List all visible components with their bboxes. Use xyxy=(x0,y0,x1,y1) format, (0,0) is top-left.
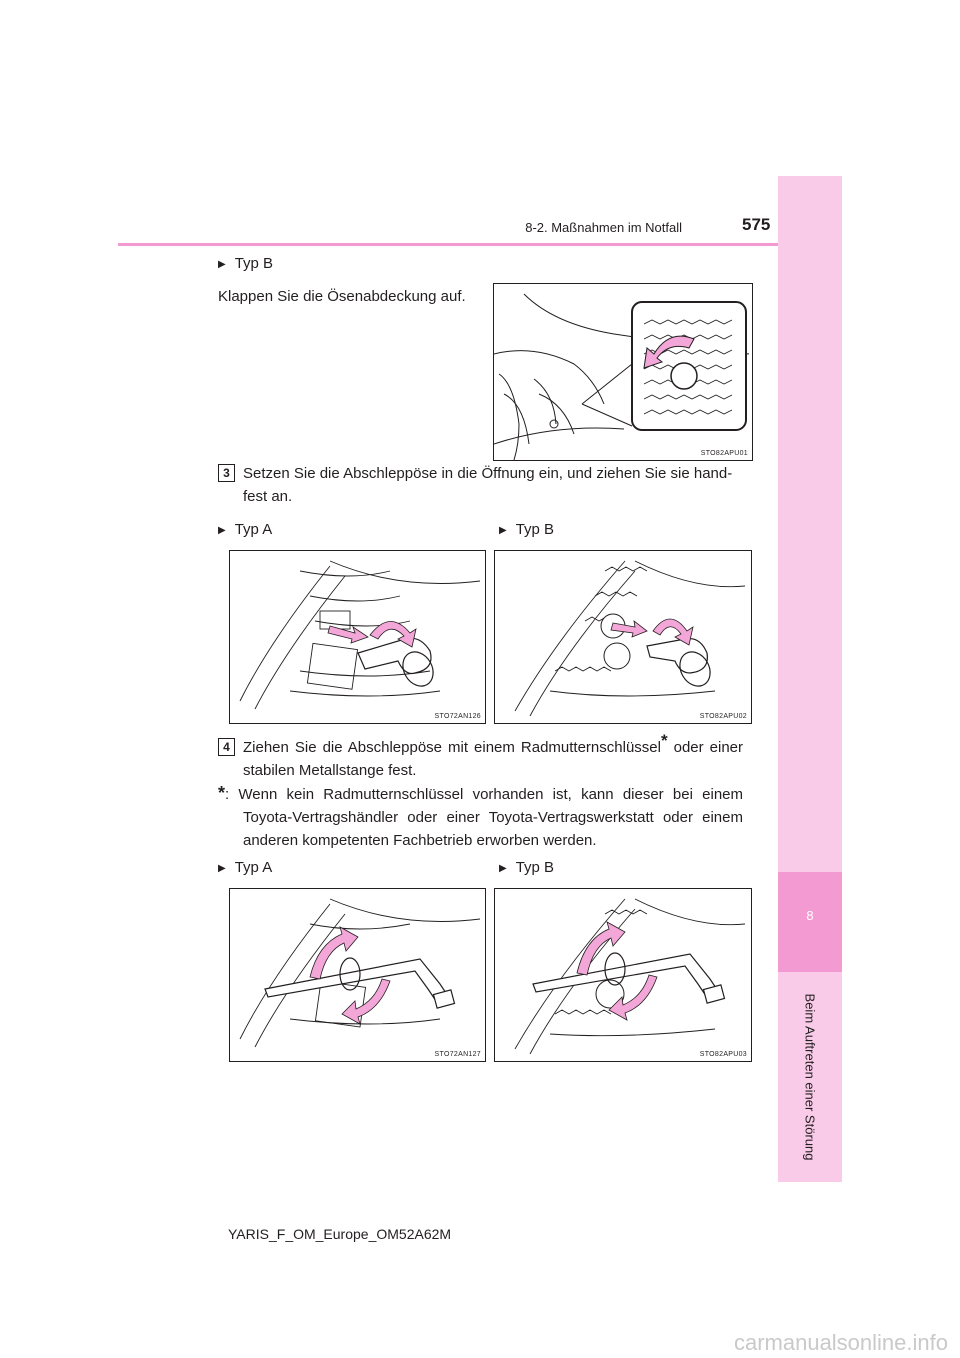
step-4-line1 xyxy=(243,731,743,759)
footnote-star: * xyxy=(218,783,226,803)
triangle-bullet-icon: ▶ xyxy=(499,863,507,874)
chapter-number-tab xyxy=(778,872,842,972)
figure-insert-typ-a xyxy=(229,550,486,724)
typ-a-heading-2 xyxy=(218,859,272,876)
chapter-title-tab xyxy=(778,972,842,1182)
tighten-wrench-typ-b-illustration xyxy=(495,889,751,1061)
figure-tighten-typ-a xyxy=(229,888,486,1062)
figure-insert-typ-b xyxy=(494,550,752,724)
page-number: 575 xyxy=(742,215,771,234)
header-rule xyxy=(118,243,778,246)
footnote-line2: Toyota-Vertragshändler oder einer Toyota-Vertragswerkstatt oder einem xyxy=(243,809,743,826)
figure-code: STO82APU01 xyxy=(700,450,748,457)
section-title: 8-2. Maßnahmen im Notfall xyxy=(525,220,682,235)
insert-eye-typ-a-illustration xyxy=(230,551,485,723)
typ-b-label: Typ B xyxy=(515,859,555,876)
triangle-bullet-icon: ▶ xyxy=(218,863,226,874)
footnote-marker: * xyxy=(660,731,668,750)
tighten-wrench-typ-a-illustration xyxy=(230,889,485,1061)
step-4-number: 4 xyxy=(218,738,235,756)
typ-b-label: Typ B xyxy=(515,521,555,538)
figure-code: STO82APU03 xyxy=(699,1051,747,1058)
figure-code: STO72AN126 xyxy=(434,713,481,720)
figure-cover-open xyxy=(493,283,753,461)
footnote-line3: anderen kompetenten Fachbetrieb erworben werden. xyxy=(243,832,597,849)
document-id: YARIS_F_OM_Europe_OM52A62M xyxy=(228,1226,452,1242)
triangle-bullet-icon: ▶ xyxy=(218,259,226,270)
triangle-bullet-icon: ▶ xyxy=(499,525,507,536)
figure-tighten-typ-b xyxy=(494,888,752,1062)
chapter-title: Beim Auftreten einer Störung xyxy=(802,993,818,1161)
figure-code: STO82APU02 xyxy=(699,713,747,720)
figure-code: STO72AN127 xyxy=(434,1051,481,1058)
step-4-line1-pre: Ziehen Sie die Abschleppöse mit einem Radmutternschlüssel xyxy=(243,739,661,756)
typ-b-heading-2 xyxy=(499,859,554,876)
chapter-number: 8 xyxy=(806,908,814,923)
typ-b-heading xyxy=(218,255,273,272)
step-3-text xyxy=(243,462,743,508)
step-4-text xyxy=(243,731,743,782)
typ-b-heading xyxy=(499,521,554,538)
insert-eye-typ-b-illustration xyxy=(495,551,751,723)
footnote-line1-text: : Wenn kein Radmutternschlüssel vorhanden ist, kann dieser bei einem xyxy=(225,786,743,803)
step-3-line1: Setzen Sie die Abschleppöse in die Öffnung ein, und ziehen Sie sie hand- xyxy=(243,465,733,482)
bumper-cover-illustration xyxy=(494,284,752,460)
step-3-line2: fest an. xyxy=(243,488,293,505)
typ-b-label: Typ B xyxy=(234,255,274,272)
step-4-line2: stabilen Metallstange fest. xyxy=(243,762,417,779)
triangle-bullet-icon: ▶ xyxy=(218,525,226,536)
typ-a-label: Typ A xyxy=(234,859,273,876)
typ-a-heading xyxy=(218,521,272,538)
klappen-text: Klappen Sie die Ösenabdeckung auf. xyxy=(218,288,466,305)
watermark: carmanualsonline.info xyxy=(733,1330,948,1355)
step-3-number: 3 xyxy=(218,464,235,482)
step-4-line1-post: oder einer xyxy=(667,739,743,756)
footnote-line1 xyxy=(218,782,743,806)
typ-a-label: Typ A xyxy=(234,521,273,538)
footnote xyxy=(218,782,743,852)
